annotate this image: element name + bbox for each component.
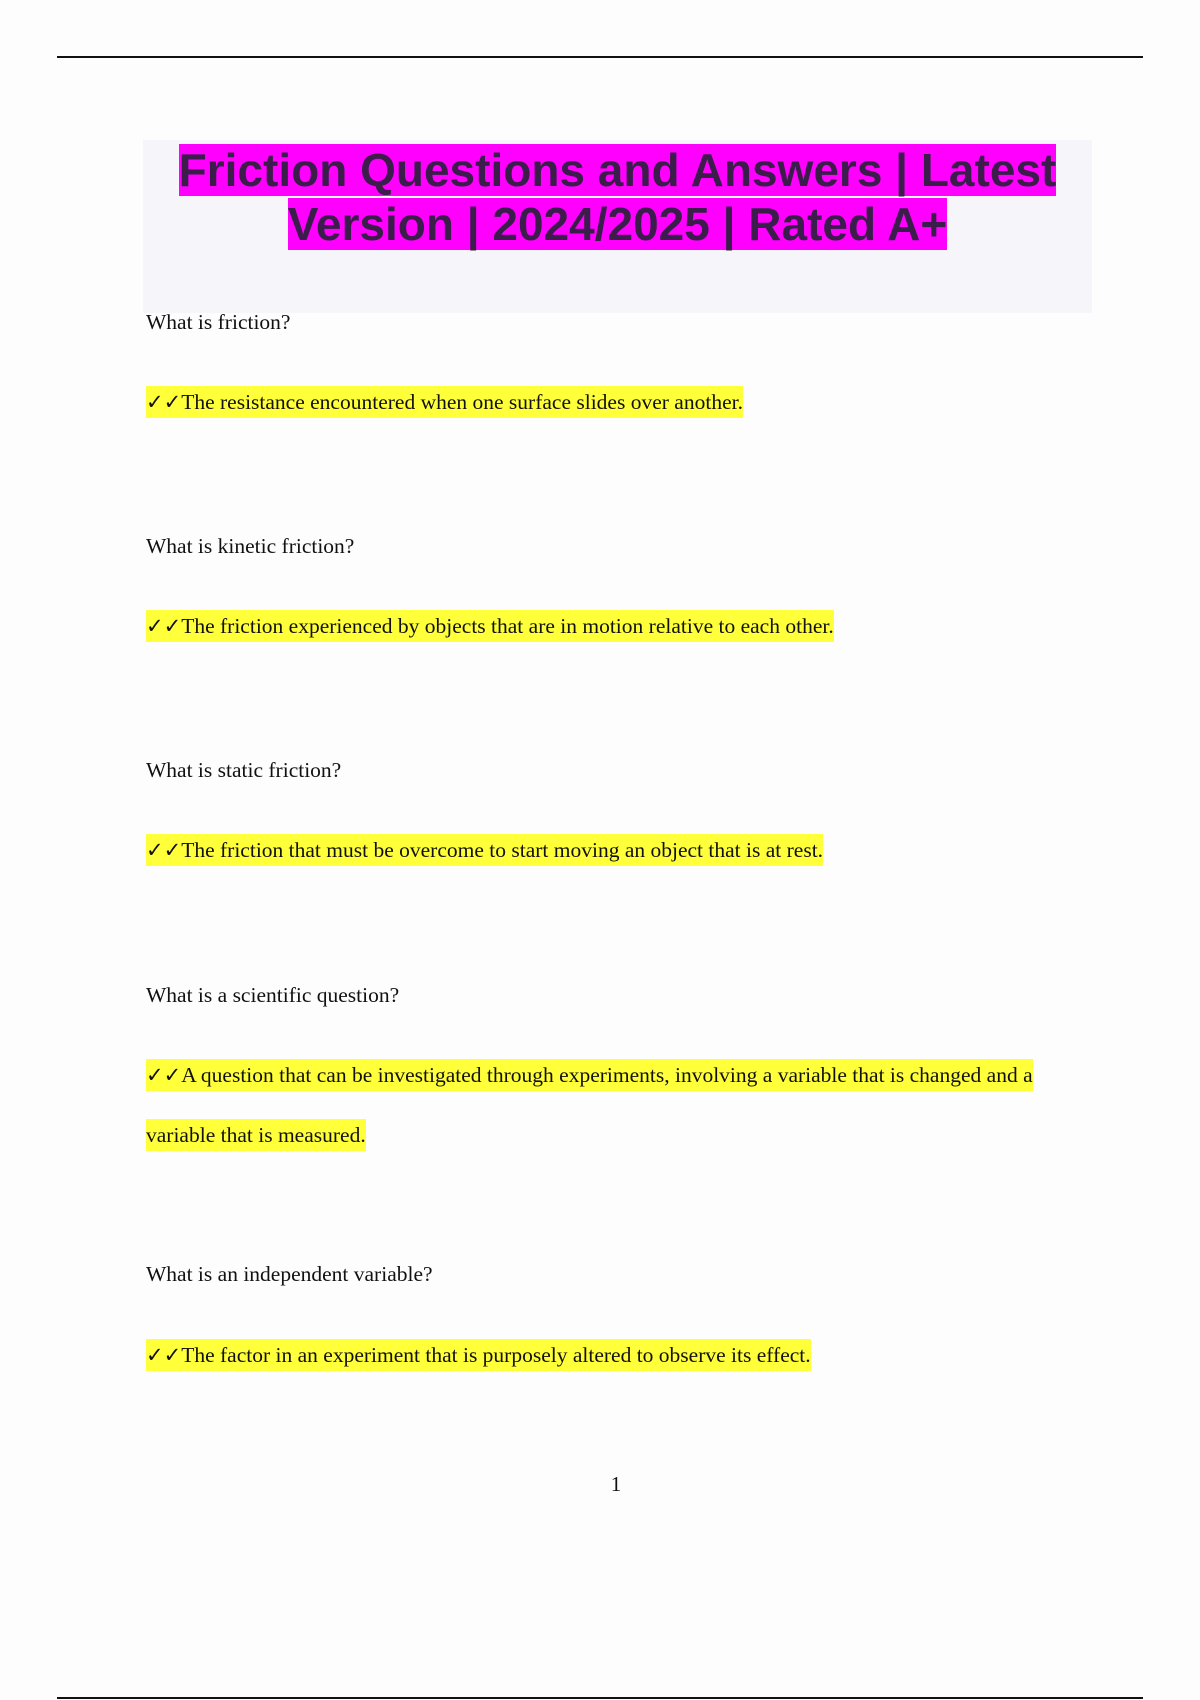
answer-4: ✓✓A question that can be investigated through experiments, involving a variable that is changed and a variable that is measured. [146, 1045, 1096, 1165]
document-title: Friction Questions and Answers | Latest Version | 2024/2025 | Rated A+ [178, 144, 1057, 250]
double-check-icon: ✓✓ [146, 1063, 182, 1087]
top-rule [57, 56, 1143, 58]
double-check-icon: ✓✓ [146, 1343, 182, 1367]
answer-3: ✓✓The friction that must be overcome to start moving an object that is at rest. [146, 820, 1096, 880]
question-5: What is an independent variable? [146, 1262, 433, 1286]
page-number: 1 [610, 1472, 622, 1496]
double-check-icon: ✓✓ [146, 390, 182, 414]
answer-5: ✓✓The factor in an experiment that is purposely altered to observe its effect. [146, 1325, 1096, 1385]
answer-1: ✓✓The resistance encountered when one surface slides over another. [146, 372, 1096, 432]
question-1: What is friction? [146, 310, 291, 334]
double-check-icon: ✓✓ [146, 838, 182, 862]
question-2: What is kinetic friction? [146, 534, 355, 558]
question-4: What is a scientific question? [146, 983, 400, 1007]
double-check-icon: ✓✓ [146, 614, 182, 638]
bottom-rule [57, 1697, 1143, 1699]
answer-2: ✓✓The friction experienced by objects that are in motion relative to each other. [146, 596, 1096, 656]
question-3: What is static friction? [146, 758, 342, 782]
